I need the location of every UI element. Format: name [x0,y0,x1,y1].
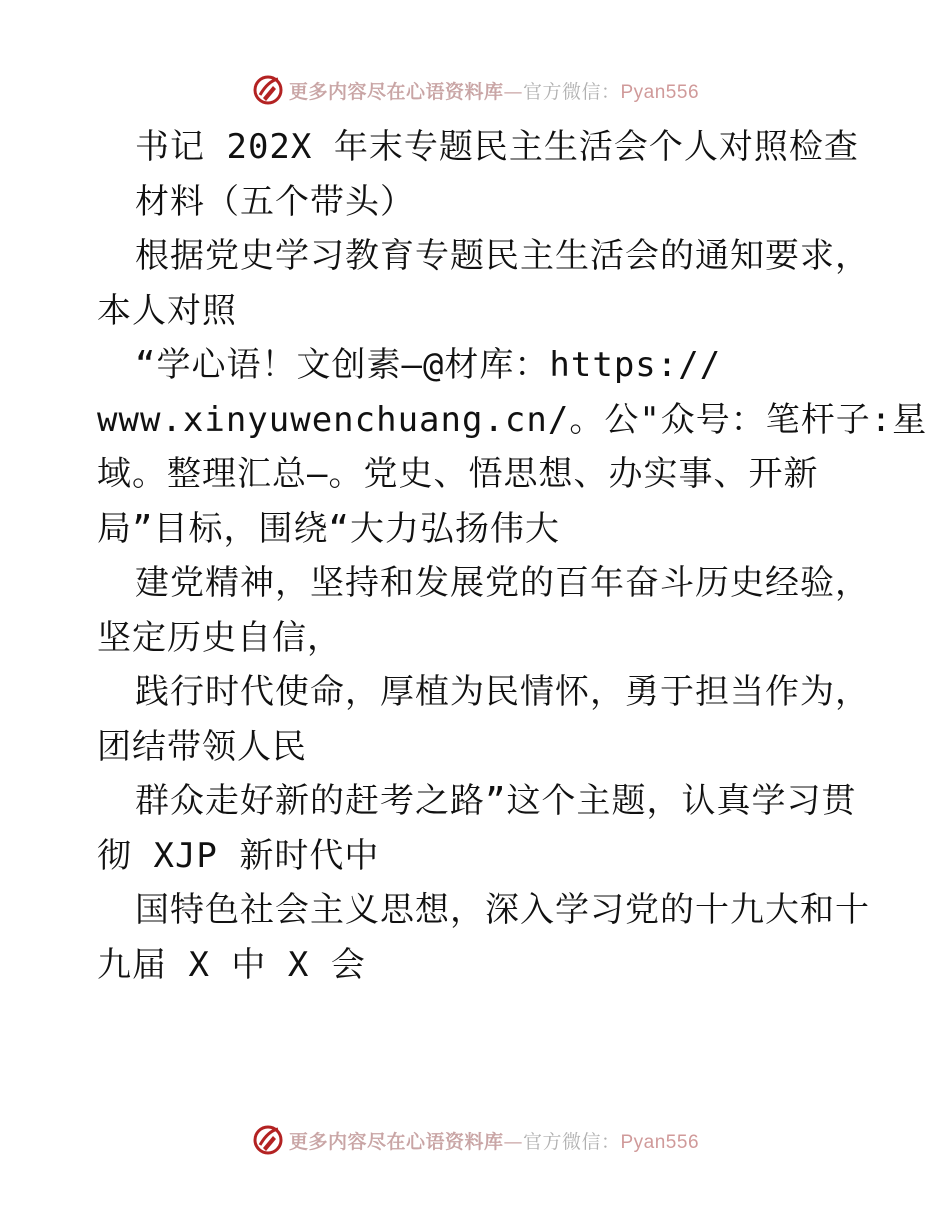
banner-official-label: 官方微信： [522,80,621,103]
document-body [97,120,928,992]
header-watermark-banner [0,70,950,110]
document-line: 本人对照 [97,290,237,331]
banner-official-label: 官方微信： [522,1130,621,1153]
banner-wechat-id: Pyan556 [620,1131,700,1153]
document-line: 群众走好新的赶考之路”这个主题，认真学习贯 [135,781,857,821]
document-line: 根据党史学习教育专题民主生活会的通知要求， [135,236,870,276]
document-line: 域。整理汇总—。党史、悟思想、办实事、开新 [97,454,819,494]
document-line: 践行时代使命，厚植为民情怀，勇于担当作为， [135,672,870,712]
banner-main-text: 更多内容尽在心语资料库 [288,1130,504,1153]
banner-main-text: 更多内容尽在心语资料库 [288,80,504,103]
document-line: www.xinyuwenchuang.cn/。公"众号：笔杆子:星 [97,399,928,440]
banner-text [289,77,699,104]
document-line: 坚定历史自信， [97,617,342,658]
document-line: 建党精神，坚持和发展党的百年奋斗历史经验， [135,563,870,603]
banner-separator: — [503,80,523,103]
banner-separator: — [503,1130,523,1153]
document-line: 团结带领人民 [97,726,307,767]
document-line: 材料（五个带头） [135,181,415,222]
document-line: 彻 XJP 新时代中 [97,835,380,876]
document-line: 国特色社会主义思想，深入学习党的十九大和十 [135,890,870,930]
document-line: 九届 X 中 X 会 [97,944,366,985]
pen-logo-icon [251,1123,285,1157]
document-line: “学心语！文创素—@材库：https:// [135,345,722,385]
banner-text [289,1127,699,1154]
document-line: 局”目标，围绕“大力弘扬伟大 [97,508,560,549]
document-line: 书记 202X 年末专题民主生活会个人对照检查 [135,127,859,167]
pen-logo-icon [251,73,285,107]
banner-wechat-id: Pyan556 [620,81,700,103]
footer-watermark-banner [0,1120,950,1160]
